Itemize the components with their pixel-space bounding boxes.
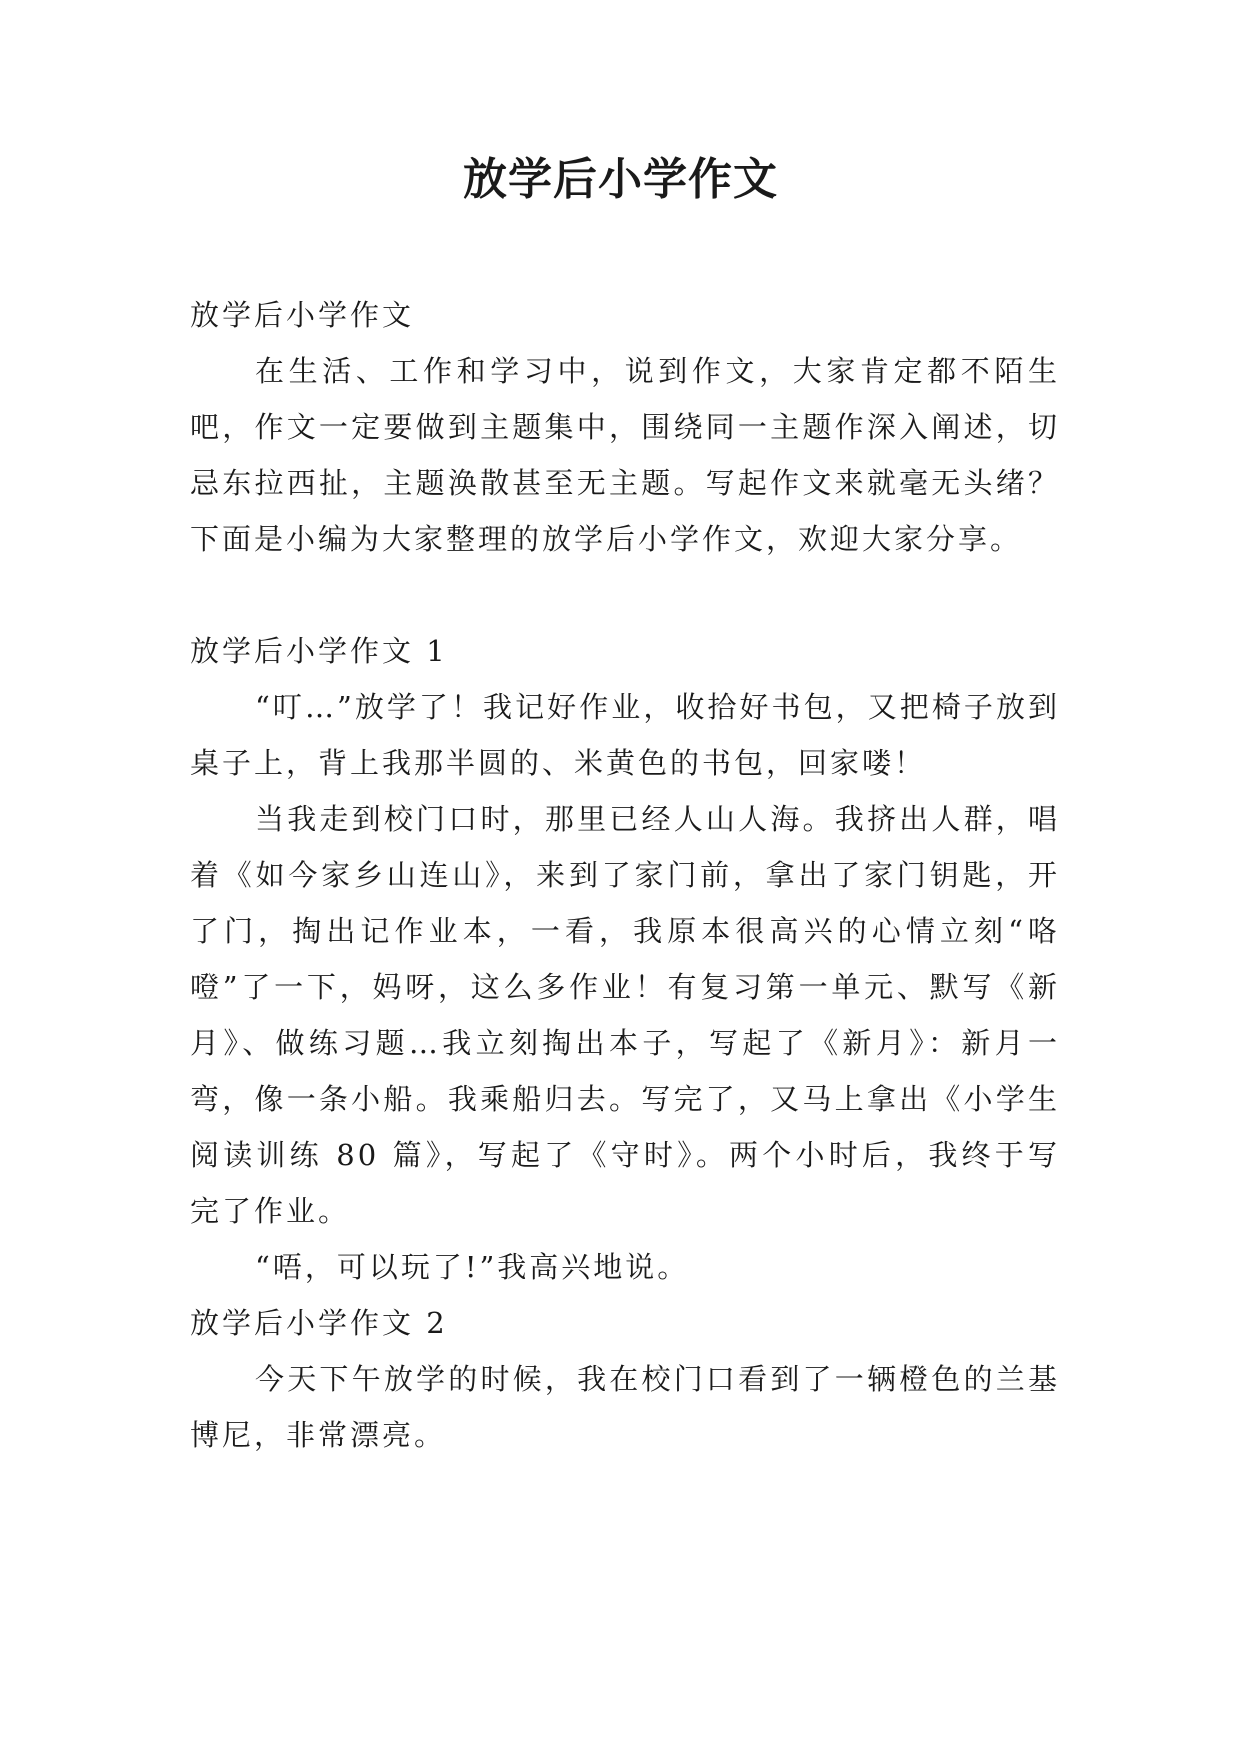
essay-1-paragraph: 当我走到校门口时，那里已经人山人海。我挤出人群，唱着《如今家乡山连山》，来到了家门前，拿出了家门钥匙，开了门，掏出记作业本，一看，我原本很高兴的心情立刻“咯噔”了一下，妈呀，这么多作业！有复习第一单元、默写《新月》、做练习题…我立刻掏出本子，写起了《新月》：新月一弯，像一条小船。我乘船归去。写完了，又马上拿出《小学生阅读训练 80 篇》，写起了《守时》。两个小时后，我终于写完了作业。 bbox=[190, 802, 1060, 1228]
intro-heading: 放学后小学作文 bbox=[190, 298, 415, 332]
essay-1-paragraph: “叮…”放学了！我记好作业，收拾好书包，又把椅子放到桌子上，背上我那半圆的、米黄色的书包，回家喽！ bbox=[190, 690, 1060, 780]
section-spacer bbox=[190, 567, 1060, 623]
essay-2-heading: 放学后小学作文 2 bbox=[190, 1306, 448, 1340]
essay-1-heading: 放学后小学作文 1 bbox=[190, 634, 448, 668]
document-title: 放学后小学作文 bbox=[463, 154, 778, 205]
intro-paragraph: 在生活、工作和学习中，说到作文，大家肯定都不陌生吧，作文一定要做到主题集中，围绕同一主题作深入阐述，切忌东拉西扯，主题涣散甚至无主题。写起作文来就毫无头绪？下面是小编为大家整理的放学后小学作文，欢迎大家分享。 bbox=[190, 354, 1060, 556]
essay-1-paragraph: “唔，可以玩了!”我高兴地说。 bbox=[255, 1250, 690, 1284]
essay-2-paragraph: 今天下午放学的时候，我在校门口看到了一辆橙色的兰基博尼，非常漂亮。 bbox=[190, 1362, 1060, 1452]
document-body bbox=[190, 287, 1060, 1463]
